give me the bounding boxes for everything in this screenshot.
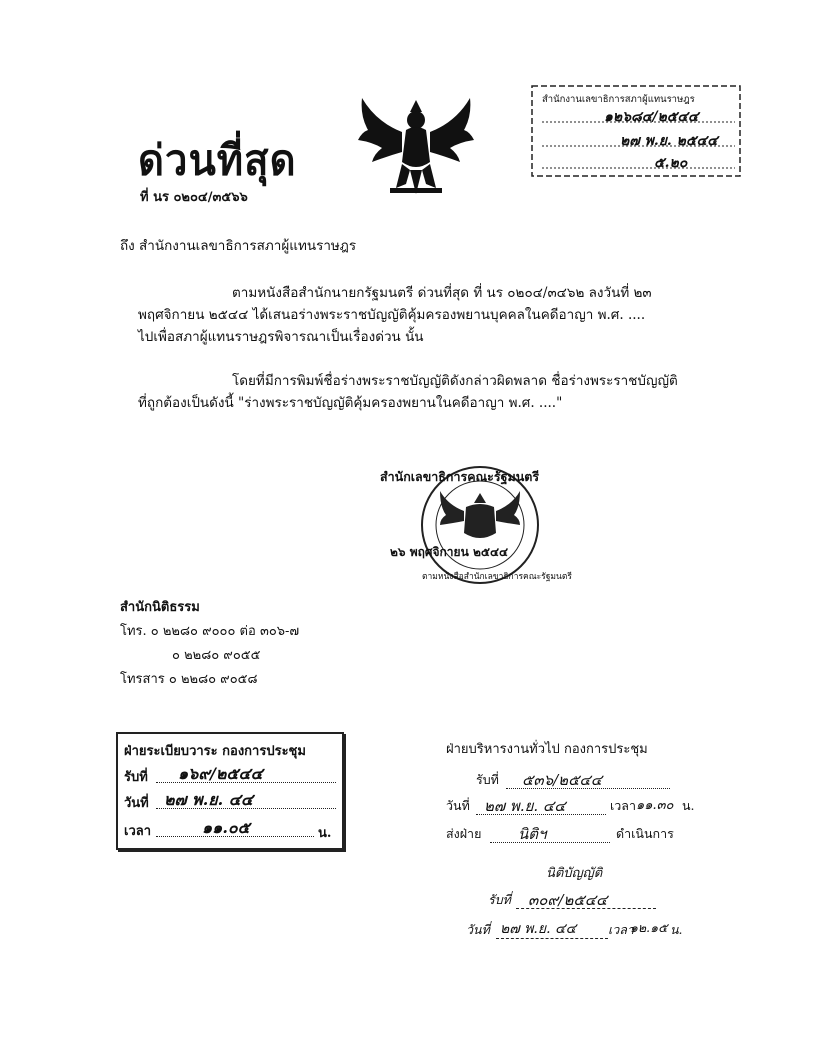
admin-send-line bbox=[490, 842, 610, 843]
body-para1-line2: พฤศจิกายน ๒๕๔๔ ได้เสนอร่างพระราชบัญญัติคุ้มครองพยานบุคคลในคดีอาญา พ.ศ. .... bbox=[138, 307, 646, 323]
legal-date-value: ๒๗ พ.ย. ๔๔ bbox=[500, 921, 577, 937]
urgency-heading: ด่วนที่สุด bbox=[138, 135, 297, 186]
stamp-date-line: ๒๖ พฤศจิกายน ๒๕๔๔ bbox=[390, 545, 509, 559]
receipt-stamp-top bbox=[530, 84, 742, 178]
registry-recv-label: รับที่ bbox=[124, 770, 148, 785]
legal-note bbox=[456, 862, 686, 946]
body-para2-line1: โดยที่มีการพิมพ์ชื่อร่างพระราชบัญญัติดังกล่าวผิดพลาด ชื่อร่างพระราชบัญญัติ bbox=[232, 373, 678, 389]
admin-time-label: เวลา bbox=[610, 798, 636, 813]
legal-time-suffix: น. bbox=[670, 922, 683, 937]
receipt-stamp-number: ๑๒๖๘๔/๒๕๔๔ bbox=[604, 109, 699, 125]
receipt-stamp-time: ๕.๒๐ bbox=[654, 155, 688, 171]
admin-date-value: ๒๗ พ.ย. ๔๔ bbox=[484, 797, 566, 815]
legal-recv-value: ๓๐๙/๒๕๔๔ bbox=[528, 891, 608, 909]
phone-line: โทร. ๐ ๒๒๘๐ ๙๐๐๐ ต่อ ๓๐๖-๗ bbox=[120, 624, 300, 639]
admin-recv-value: ๕๓๖/๒๕๔๔ bbox=[522, 771, 603, 789]
registry-time-label: เวลา bbox=[124, 824, 152, 839]
legal-note-title: นิติบัญญัติ bbox=[546, 866, 603, 881]
admin-time-suffix: น. bbox=[682, 798, 695, 813]
admin-note-title: ฝ่ายบริหารงานทั่วไป กองการประชุม bbox=[446, 742, 648, 757]
registry-time-value: ๑๑.๐๕ bbox=[202, 818, 250, 837]
phone-line-2: ๐ ๒๒๘๐ ๙๐๕๕ bbox=[172, 648, 261, 663]
admin-recv-label: รับที่ bbox=[476, 772, 499, 787]
document-number: ที่ นร ๐๒๐๔/๓๕๖๖ bbox=[140, 190, 248, 205]
stamp-ring-text: ตามหนังสือสำนักเลขาธิการคณะรัฐมนตรี bbox=[422, 572, 572, 582]
admin-action-label: ดำเนินการ bbox=[616, 826, 674, 841]
legal-time-label: เวลา bbox=[608, 922, 634, 937]
stamp-office-line: สำนักเลขาธิการคณะรัฐมนตรี bbox=[380, 469, 540, 484]
admin-send-value: นิติฯ bbox=[518, 825, 547, 843]
registry-date-value: ๒๗ พ.ย. ๔๔ bbox=[164, 790, 253, 809]
receipt-stamp-title: สำนักงานเลขาธิการสภาผู้แทนราษฎร bbox=[542, 94, 695, 105]
body-para1-line1: ตามหนังสือสำนักนายกรัฐมนตรี ด่วนที่สุด ที่ นร ๐๒๐๔/๓๔๖๒ ลงวันที่ ๒๓ bbox=[232, 285, 652, 301]
legal-time-value: ๑๒.๑๕ bbox=[630, 920, 668, 935]
registry-stamp-title: ฝ่ายระเบียบวาระ กองการประชุม bbox=[124, 744, 306, 759]
registry-stamp bbox=[116, 732, 344, 850]
signature-stamp bbox=[370, 455, 570, 585]
office-name: สำนักนิติธรรม bbox=[120, 600, 200, 615]
admin-send-label: ส่งฝ่าย bbox=[446, 826, 482, 841]
body-para2-line2: ที่ถูกต้องเป็นดังนี้ "ร่างพระราชบัญญัติคุ้มครองพยานในคดีอาญา พ.ศ. ...." bbox=[138, 395, 563, 411]
registry-date-label: วันที่ bbox=[124, 796, 149, 811]
garuda-emblem bbox=[356, 92, 476, 202]
legal-recv-label: รับที่ bbox=[488, 892, 511, 907]
admin-note bbox=[440, 738, 710, 848]
registry-time-suffix: น. bbox=[318, 826, 332, 841]
receipt-stamp-date: ๒๗ พ.ย. ๒๕๔๔ bbox=[620, 133, 718, 149]
admin-date-label: วันที่ bbox=[446, 798, 470, 813]
body-para1-line3: ไปเพื่อสภาผู้แทนราษฎรพิจารณาเป็นเรื่องด่วน นั้น bbox=[138, 329, 424, 345]
legal-date-label: วันที่ bbox=[466, 922, 490, 937]
admin-time-value: ๑๑.๓๐ bbox=[636, 798, 674, 813]
registry-recv-value: ๑๖๙/๒๕๔๔ bbox=[178, 764, 263, 783]
recipient-line: ถึง สำนักงานเลขาธิการสภาผู้แทนราษฎร bbox=[120, 238, 357, 254]
fax-line: โทรสาร ๐ ๒๒๘๐ ๙๐๕๘ bbox=[120, 672, 258, 687]
